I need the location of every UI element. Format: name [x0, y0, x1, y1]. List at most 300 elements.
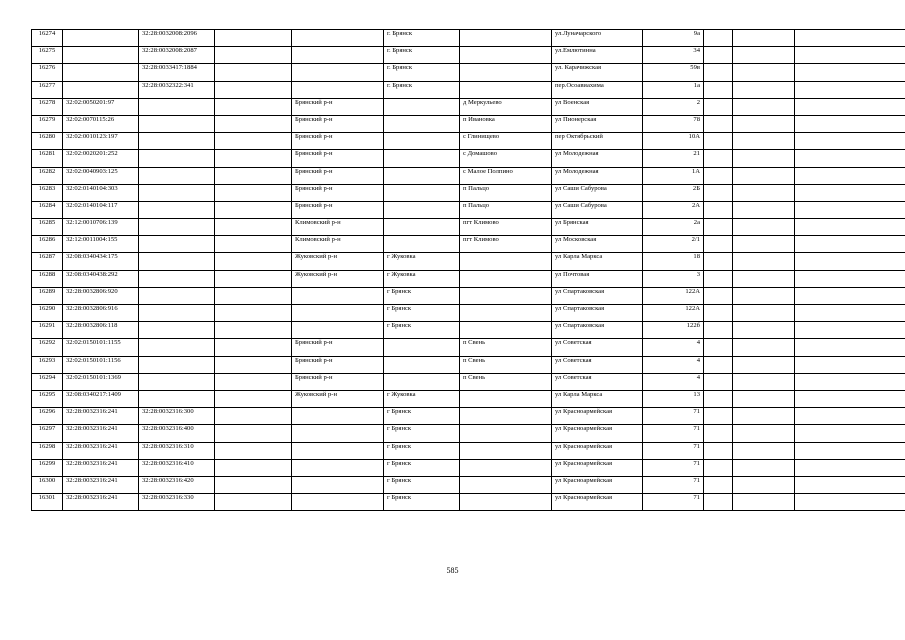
row-number-cell: 16285 — [32, 219, 63, 236]
row-number-cell: 16284 — [32, 201, 63, 218]
district-cell — [292, 30, 384, 47]
city-cell — [384, 236, 460, 253]
street-cell: ул Почтовая — [552, 270, 643, 287]
table-row — [32, 305, 905, 322]
settlement-cell — [460, 442, 552, 459]
row-number-cell: 16282 — [32, 167, 63, 184]
settlement-cell: п Свень — [460, 373, 552, 390]
building-cadastral-number-cell — [139, 373, 215, 390]
city-cell — [384, 167, 460, 184]
extra-column-cell — [215, 133, 292, 150]
row-number-cell: 16281 — [32, 150, 63, 167]
cadastral-number-cell: 32:12:0010706:139 — [63, 219, 139, 236]
extra-column-cell — [795, 98, 905, 115]
extra-column-cell — [704, 494, 733, 511]
row-number-cell: 16291 — [32, 322, 63, 339]
extra-column-cell — [733, 287, 795, 304]
table-row — [32, 459, 905, 476]
extra-column-cell — [215, 201, 292, 218]
house-number-cell: 13 — [643, 390, 704, 407]
extra-column-cell — [733, 390, 795, 407]
table-row — [32, 494, 905, 511]
table-row — [32, 425, 905, 442]
city-cell: г Жуковка — [384, 390, 460, 407]
street-cell: ул.Луначарского — [552, 30, 643, 47]
city-cell: г. Брянск — [384, 81, 460, 98]
district-cell: Брянский р-н — [292, 373, 384, 390]
building-cadastral-number-cell — [139, 339, 215, 356]
extra-column-cell — [733, 47, 795, 64]
house-number-cell: 122А — [643, 287, 704, 304]
street-cell: ул Советская — [552, 339, 643, 356]
street-cell: ул Карла Маркса — [552, 253, 643, 270]
extra-column-cell — [795, 459, 905, 476]
district-cell — [292, 287, 384, 304]
street-cell: ул Красноармейская — [552, 476, 643, 493]
house-number-cell: 122А — [643, 305, 704, 322]
extra-column-cell — [704, 201, 733, 218]
house-number-cell: 10А — [643, 133, 704, 150]
cadastral-number-cell: 32:08:0340438:292 — [63, 270, 139, 287]
house-number-cell: 71 — [643, 408, 704, 425]
extra-column-cell — [704, 30, 733, 47]
extra-column-cell — [733, 270, 795, 287]
extra-column-cell — [795, 64, 905, 81]
building-cadastral-number-cell: 32:28:0032322:341 — [139, 81, 215, 98]
cadastral-number-cell: 32:28:0032806:118 — [63, 322, 139, 339]
row-number-cell: 16293 — [32, 356, 63, 373]
street-cell: ул Карла Маркса — [552, 390, 643, 407]
city-cell — [384, 150, 460, 167]
cadastral-number-cell — [63, 81, 139, 98]
house-number-cell: 71 — [643, 494, 704, 511]
building-cadastral-number-cell — [139, 390, 215, 407]
district-cell: Климовский р-н — [292, 219, 384, 236]
extra-column-cell — [215, 476, 292, 493]
cadastral-number-cell: 32:08:0340217:1409 — [63, 390, 139, 407]
row-number-cell: 16286 — [32, 236, 63, 253]
house-number-cell: 2 — [643, 98, 704, 115]
city-cell: г Брянск — [384, 408, 460, 425]
house-number-cell: 71 — [643, 459, 704, 476]
table-row — [32, 150, 905, 167]
settlement-cell: с Домашово — [460, 150, 552, 167]
extra-column-cell — [215, 150, 292, 167]
building-cadastral-number-cell — [139, 201, 215, 218]
district-cell: Брянский р-н — [292, 167, 384, 184]
row-number-cell: 16289 — [32, 287, 63, 304]
house-number-cell: 71 — [643, 476, 704, 493]
building-cadastral-number-cell — [139, 115, 215, 132]
cadastral-number-cell: 32:02:0150101:1369 — [63, 373, 139, 390]
city-cell — [384, 339, 460, 356]
table-row — [32, 339, 905, 356]
table-row — [32, 30, 905, 47]
cadastral-number-cell: 32:02:0150101:1156 — [63, 356, 139, 373]
district-cell: Брянский р-н — [292, 356, 384, 373]
district-cell: Климовский р-н — [292, 236, 384, 253]
extra-column-cell — [795, 133, 905, 150]
registry-body — [32, 30, 905, 511]
table-row — [32, 184, 905, 201]
street-cell: ул Военская — [552, 98, 643, 115]
building-cadastral-number-cell — [139, 287, 215, 304]
settlement-cell: пгт Климово — [460, 236, 552, 253]
district-cell: Жуковский р-н — [292, 390, 384, 407]
street-cell: ул Саши Сабурова — [552, 184, 643, 201]
extra-column-cell — [795, 356, 905, 373]
street-cell: ул.Емлютинна — [552, 47, 643, 64]
extra-column-cell — [795, 373, 905, 390]
table-row — [32, 81, 905, 98]
street-cell: ул. Карачижская — [552, 64, 643, 81]
extra-column-cell — [215, 322, 292, 339]
settlement-cell — [460, 459, 552, 476]
extra-column-cell — [215, 390, 292, 407]
extra-column-cell — [733, 30, 795, 47]
street-cell: ул Пионерская — [552, 115, 643, 132]
extra-column-cell — [704, 64, 733, 81]
row-number-cell: 16280 — [32, 133, 63, 150]
district-cell: Брянский р-н — [292, 98, 384, 115]
district-cell — [292, 47, 384, 64]
house-number-cell: 71 — [643, 442, 704, 459]
table-row — [32, 408, 905, 425]
extra-column-cell — [795, 253, 905, 270]
city-cell — [384, 201, 460, 218]
building-cadastral-number-cell — [139, 270, 215, 287]
extra-column-cell — [733, 476, 795, 493]
extra-column-cell — [215, 47, 292, 64]
table-row — [32, 64, 905, 81]
extra-column-cell — [795, 167, 905, 184]
extra-column-cell — [733, 253, 795, 270]
extra-column-cell — [795, 425, 905, 442]
extra-column-cell — [704, 133, 733, 150]
house-number-cell: 2а — [643, 219, 704, 236]
extra-column-cell — [795, 150, 905, 167]
building-cadastral-number-cell — [139, 253, 215, 270]
street-cell: пер.Осоавиахима — [552, 81, 643, 98]
building-cadastral-number-cell: 32:28:0032316:410 — [139, 459, 215, 476]
settlement-cell — [460, 390, 552, 407]
extra-column-cell — [704, 442, 733, 459]
city-cell: г Брянск — [384, 442, 460, 459]
extra-column-cell — [733, 425, 795, 442]
row-number-cell: 16274 — [32, 30, 63, 47]
building-cadastral-number-cell — [139, 150, 215, 167]
district-cell — [292, 408, 384, 425]
cadastral-number-cell: 32:02:0010123:197 — [63, 133, 139, 150]
cadastral-number-cell: 32:02:0140104:303 — [63, 184, 139, 201]
extra-column-cell — [795, 494, 905, 511]
extra-column-cell — [215, 64, 292, 81]
table-row — [32, 219, 905, 236]
extra-column-cell — [215, 339, 292, 356]
table-row — [32, 287, 905, 304]
table-row — [32, 133, 905, 150]
extra-column-cell — [795, 476, 905, 493]
city-cell — [384, 356, 460, 373]
cadastral-number-cell — [63, 30, 139, 47]
settlement-cell — [460, 64, 552, 81]
building-cadastral-number-cell: 32:28:0032316:310 — [139, 442, 215, 459]
row-number-cell: 16299 — [32, 459, 63, 476]
city-cell: г Брянск — [384, 322, 460, 339]
house-number-cell: 4 — [643, 339, 704, 356]
house-number-cell: 1А — [643, 167, 704, 184]
settlement-cell: с Малое Полпино — [460, 167, 552, 184]
city-cell: г Брянск — [384, 305, 460, 322]
cadastral-number-cell: 32:28:0032316:241 — [63, 476, 139, 493]
cadastral-number-cell — [63, 64, 139, 81]
extra-column-cell — [704, 322, 733, 339]
extra-column-cell — [795, 201, 905, 218]
district-cell: Жуковский р-н — [292, 270, 384, 287]
settlement-cell — [460, 494, 552, 511]
settlement-cell — [460, 322, 552, 339]
extra-column-cell — [795, 408, 905, 425]
city-cell: г Жуковка — [384, 253, 460, 270]
settlement-cell — [460, 305, 552, 322]
table-row — [32, 442, 905, 459]
extra-column-cell — [733, 373, 795, 390]
city-cell: г Брянск — [384, 494, 460, 511]
extra-column-cell — [795, 30, 905, 47]
row-number-cell: 16277 — [32, 81, 63, 98]
city-cell: г. Брянск — [384, 30, 460, 47]
extra-column-cell — [733, 494, 795, 511]
building-cadastral-number-cell — [139, 167, 215, 184]
table-row — [32, 201, 905, 218]
cadastral-number-cell: 32:02:0150101:1155 — [63, 339, 139, 356]
extra-column-cell — [795, 270, 905, 287]
house-number-cell: 4 — [643, 356, 704, 373]
city-cell — [384, 115, 460, 132]
table-row — [32, 390, 905, 407]
row-number-cell: 16294 — [32, 373, 63, 390]
extra-column-cell — [704, 373, 733, 390]
building-cadastral-number-cell: 32:28:0032008:2087 — [139, 47, 215, 64]
extra-column-cell — [733, 167, 795, 184]
extra-column-cell — [795, 390, 905, 407]
building-cadastral-number-cell — [139, 98, 215, 115]
cadastral-number-cell: 32:12:0011004:155 — [63, 236, 139, 253]
row-number-cell: 16298 — [32, 442, 63, 459]
building-cadastral-number-cell — [139, 184, 215, 201]
building-cadastral-number-cell: 32:28:0032008:2096 — [139, 30, 215, 47]
extra-column-cell — [704, 115, 733, 132]
district-cell — [292, 81, 384, 98]
extra-column-cell — [795, 287, 905, 304]
building-cadastral-number-cell — [139, 356, 215, 373]
street-cell: ул Спартаковская — [552, 305, 643, 322]
extra-column-cell — [733, 150, 795, 167]
house-number-cell: 1а — [643, 81, 704, 98]
cadastral-number-cell: 32:28:0032316:241 — [63, 459, 139, 476]
extra-column-cell — [215, 442, 292, 459]
cadastral-number-cell: 32:02:0050201:97 — [63, 98, 139, 115]
building-cadastral-number-cell — [139, 236, 215, 253]
row-number-cell: 16295 — [32, 390, 63, 407]
extra-column-cell — [733, 305, 795, 322]
cadastral-number-cell: 32:28:0032316:241 — [63, 442, 139, 459]
extra-column-cell — [795, 219, 905, 236]
extra-column-cell — [733, 459, 795, 476]
building-cadastral-number-cell — [139, 322, 215, 339]
extra-column-cell — [215, 408, 292, 425]
extra-column-cell — [795, 47, 905, 64]
building-cadastral-number-cell: 32:28:0032316:330 — [139, 494, 215, 511]
extra-column-cell — [795, 184, 905, 201]
street-cell: ул Московская — [552, 236, 643, 253]
extra-column-cell — [733, 356, 795, 373]
row-number-cell: 16288 — [32, 270, 63, 287]
extra-column-cell — [215, 459, 292, 476]
extra-column-cell — [215, 115, 292, 132]
table-row — [32, 253, 905, 270]
building-cadastral-number-cell: 32:28:0033417:1884 — [139, 64, 215, 81]
city-cell: г Брянск — [384, 476, 460, 493]
extra-column-cell — [704, 476, 733, 493]
extra-column-cell — [704, 219, 733, 236]
extra-column-cell — [704, 47, 733, 64]
street-cell: ул Красноармейская — [552, 425, 643, 442]
city-cell — [384, 373, 460, 390]
city-cell: г Брянск — [384, 287, 460, 304]
extra-column-cell — [704, 167, 733, 184]
city-cell — [384, 219, 460, 236]
extra-column-cell — [215, 167, 292, 184]
row-number-cell: 16296 — [32, 408, 63, 425]
house-number-cell: 122б — [643, 322, 704, 339]
extra-column-cell — [795, 115, 905, 132]
extra-column-cell — [733, 339, 795, 356]
extra-column-cell — [215, 494, 292, 511]
cadastral-number-cell: 32:08:0340434:175 — [63, 253, 139, 270]
street-cell: ул Красноармейская — [552, 459, 643, 476]
district-cell — [292, 442, 384, 459]
district-cell: Жуковский р-н — [292, 253, 384, 270]
cadastral-number-cell: 32:28:0032806:916 — [63, 305, 139, 322]
street-cell: ул Красноармейская — [552, 494, 643, 511]
house-number-cell: 78 — [643, 115, 704, 132]
settlement-cell — [460, 253, 552, 270]
extra-column-cell — [215, 236, 292, 253]
extra-column-cell — [704, 390, 733, 407]
extra-column-cell — [733, 133, 795, 150]
extra-column-cell — [215, 81, 292, 98]
extra-column-cell — [733, 201, 795, 218]
extra-column-cell — [704, 287, 733, 304]
district-cell: Брянский р-н — [292, 339, 384, 356]
extra-column-cell — [795, 81, 905, 98]
street-cell: ул Спартаковская — [552, 322, 643, 339]
district-cell: Брянский р-н — [292, 150, 384, 167]
cadastral-number-cell: 32:02:0140104:117 — [63, 201, 139, 218]
extra-column-cell — [795, 305, 905, 322]
row-number-cell: 16292 — [32, 339, 63, 356]
house-number-cell: 2/1 — [643, 236, 704, 253]
extra-column-cell — [215, 356, 292, 373]
house-number-cell: 4 — [643, 373, 704, 390]
district-cell: Брянский р-н — [292, 133, 384, 150]
extra-column-cell — [733, 98, 795, 115]
building-cadastral-number-cell: 32:28:0032316:420 — [139, 476, 215, 493]
table-row — [32, 373, 905, 390]
cadastral-number-cell: 32:02:0040903:125 — [63, 167, 139, 184]
settlement-cell: п Пальцо — [460, 201, 552, 218]
table-row — [32, 270, 905, 287]
extra-column-cell — [215, 425, 292, 442]
building-cadastral-number-cell: 32:28:0032316:300 — [139, 408, 215, 425]
row-number-cell: 16283 — [32, 184, 63, 201]
extra-column-cell — [215, 373, 292, 390]
cadastral-number-cell: 32:28:0032316:241 — [63, 425, 139, 442]
row-number-cell: 16287 — [32, 253, 63, 270]
settlement-cell — [460, 287, 552, 304]
extra-column-cell — [704, 305, 733, 322]
extra-column-cell — [215, 253, 292, 270]
settlement-cell: д Меркульево — [460, 98, 552, 115]
street-cell: ул Советская — [552, 356, 643, 373]
settlement-cell — [460, 270, 552, 287]
street-cell: ул Молодежная — [552, 150, 643, 167]
settlement-cell — [460, 476, 552, 493]
row-number-cell: 16276 — [32, 64, 63, 81]
settlement-cell: п Свень — [460, 339, 552, 356]
district-cell — [292, 425, 384, 442]
extra-column-cell — [704, 356, 733, 373]
cadastral-number-cell: 32:02:0020201:252 — [63, 150, 139, 167]
page-number: 585 — [446, 566, 459, 575]
table-row — [32, 47, 905, 64]
city-cell: г. Брянск — [384, 64, 460, 81]
house-number-cell: 71 — [643, 425, 704, 442]
row-number-cell: 16300 — [32, 476, 63, 493]
house-number-cell: 59в — [643, 64, 704, 81]
district-cell — [292, 305, 384, 322]
settlement-cell — [460, 425, 552, 442]
cadastral-number-cell: 32:02:0070115:26 — [63, 115, 139, 132]
row-number-cell: 16297 — [32, 425, 63, 442]
street-cell: ул Красноармейская — [552, 442, 643, 459]
city-cell — [384, 133, 460, 150]
house-number-cell: 9а — [643, 30, 704, 47]
street-cell: ул Советская — [552, 373, 643, 390]
building-cadastral-number-cell — [139, 219, 215, 236]
extra-column-cell — [704, 459, 733, 476]
house-number-cell: 3 — [643, 270, 704, 287]
cadastral-number-cell: 32:28:0032316:241 — [63, 408, 139, 425]
table-row — [32, 115, 905, 132]
extra-column-cell — [733, 236, 795, 253]
row-number-cell: 16278 — [32, 98, 63, 115]
settlement-cell: пгт Климово — [460, 219, 552, 236]
city-cell — [384, 98, 460, 115]
city-cell: г Жуковка — [384, 270, 460, 287]
extra-column-cell — [733, 64, 795, 81]
extra-column-cell — [215, 30, 292, 47]
district-cell: Брянский р-н — [292, 201, 384, 218]
registry-sheet — [31, 29, 875, 511]
settlement-cell — [460, 47, 552, 64]
city-cell: г Брянск — [384, 425, 460, 442]
cadastral-number-cell — [63, 47, 139, 64]
district-cell — [292, 322, 384, 339]
district-cell: Брянский р-н — [292, 184, 384, 201]
settlement-cell: п Свень — [460, 356, 552, 373]
